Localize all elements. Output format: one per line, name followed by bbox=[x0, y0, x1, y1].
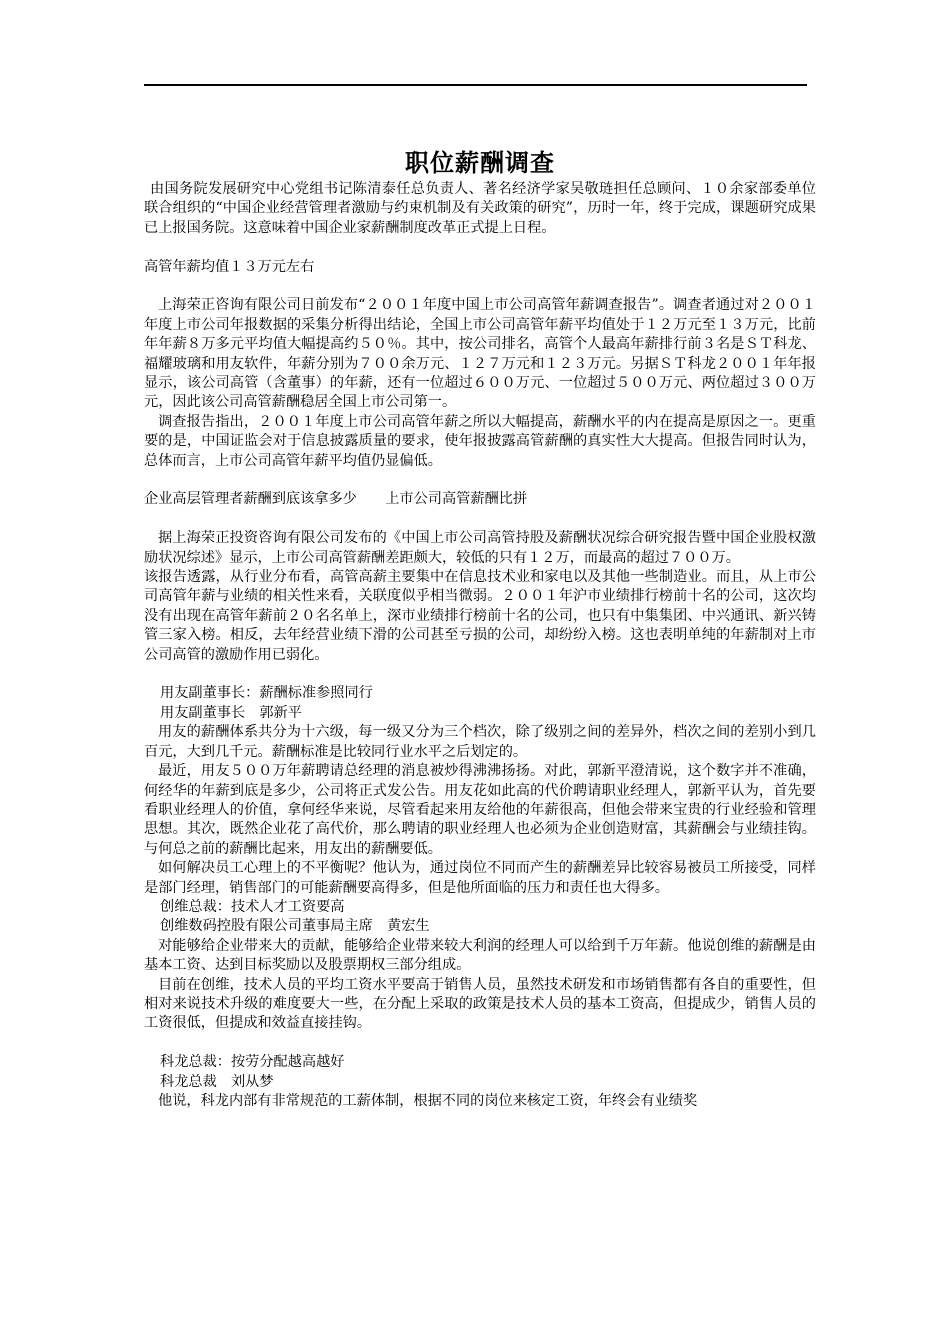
paragraph: 他说，科龙内部有非常规范的工薪体制，根据不同的岗位来核定工资，年终会有业绩奖 bbox=[158, 1093, 698, 1109]
paragraph: 该报告透露，从行业分布看，高管高薪主要集中在信息技术业和家电以及其他一些制造业。而且，从上市公司高管年薪与业绩的相关性来看，关联度似乎相当微弱。２００１年沪市业绩排行榜前十名的公司，这次均没有出现在高管年薪前２０名名单上，深市业绩排行榜前十名的公司，也只有中集集团、中兴通讯、新兴铸管三家入榜。相反，去年经营业绩下滑的公司甚至亏损的公司，却纷纷入榜。这也表明单纯的年薪制对上市公司高管的激励作用已弱化。 bbox=[144, 569, 816, 663]
paragraph: 上海荣正咨询有限公司日前发布“２００１年度中国上市公司高管年薪调查报告”。调查者通过对２００１年度上市公司年报数据的采集分析得出结论，全国上市公司高管年薪平均值处于１２万元至１３万元，比前年年薪８万多元平均值大幅提高约５０％。其中，按公司排名，高管个人最高年薪排行前３名是ＳＴ科龙、福耀玻璃和用友软件，年薪分别为７００余万元、１２７万元和１２３万元。另据ＳＴ科龙２００１年年报显示，该公司高管（含董事）的年薪，还有一位超过６００万元、一位超过５００万元、两位超过３００万元，因此该公司高管薪酬稳居全国上市公司第一。 bbox=[144, 297, 816, 411]
paragraph: 调查报告指出，２００１年度上市公司高管年薪之所以大幅提高，薪酬水平的内在提高是原因之一。更重要的是，中国证监会对于信息披露质量的要求，使年报披露高管薪酬的真实性大大提高。但报告同时认为，总体而言，上市公司高管年薪平均值仍显偏低。 bbox=[144, 413, 816, 469]
section-heading-avg-salary: 高管年薪均值１３万元左右 bbox=[144, 258, 315, 275]
byline-kelon: 科龙总裁 刘从梦 bbox=[160, 1073, 274, 1090]
intro-paragraph: 由国务院发展研究中心党组书记陈清泰任总负责人、著名经济学家吴敬琏担任总顾问、１０余家部委单位联合组织的“中国企业经营管理者激励与约束机制及有关政策的研究”，历时一年，终于完成，课题研究成果已上报国务院。这意味着中国企业家薪酬制度改革正式提上日程。 bbox=[144, 181, 816, 236]
document-title: 职位薪酬调查 bbox=[405, 148, 555, 177]
section-heading-ufida: 用友副董事长：薪酬标准参照同行 bbox=[160, 685, 373, 702]
paragraph: 据上海荣正投资咨询有限公司发布的《中国上市公司高管持股及薪酬状况综合研究报告暨中国企业股权激励状况综述》显示，上市公司高管薪酬差距颇大，较低的只有１２万，而最高的超过７００万。 bbox=[144, 530, 816, 566]
section-heading-skyworth: 创维总裁：技术人才工资要高 bbox=[160, 898, 345, 915]
section-heading-kelon: 科龙总裁：按劳分配越高越好 bbox=[160, 1054, 345, 1071]
byline-ufida: 用友副董事长 郭新平 bbox=[160, 704, 302, 721]
section-heading-exec-pay: 企业高层管理者薪酬到底该拿多少 上市公司高管薪酬比拼 bbox=[144, 491, 528, 508]
paragraph: 目前在创维，技术人员的平均工资水平要高于销售人员，虽然技术研发和市场销售都有各自的重要性，但相对来说技术升级的难度要大一些，在分配上采取的政策是技术人员的基本工资高，但提成少，销售人员的工资很低，但提成和效益直接挂钩。 bbox=[144, 976, 816, 1032]
byline-skyworth: 创维数码控股有限公司董事局主席 黄宏生 bbox=[160, 918, 430, 935]
header-rule bbox=[144, 84, 807, 86]
paragraph: 对能够给企业带来大的贡献，能够给企业带来较大利润的经理人可以给到千万年薪。他说创维的薪酬是由基本工资、达到目标奖励以及股票期权三部分组成。 bbox=[144, 937, 816, 974]
paragraph: 最近，用友５００万年薪聘请总经理的消息被炒得沸沸扬扬。对此，郭新平澄清说，这个数字并不准确，何经华的年薪到底是多少，公司将正式发公告。用友花如此高的代价聘请职业经理人，郭新平认为，首先要看职业经理人的价值，拿何经华来说，尽管看起来用友给他的年薪很高，但他会带来宝贵的行业经验和管理思想。其次，既然企业花了高代价，那么聘请的职业经理人也必须为企业创造财富，其薪酬会与业绩挂钩。与何总之前的薪酬比起来，用友出的薪酬要低。 bbox=[144, 763, 816, 857]
paragraph: 如何解决员工心理上的不平衡呢？他认为，通过岗位不同而产生的薪酬差异比较容易被员工所接受，同样是部门经理，销售部门的可能薪酬要高得多，但是他所面临的压力和责任也大得多。 bbox=[144, 860, 816, 896]
paragraph: 用友的薪酬体系共分为十六级，每一级又分为三个档次，除了级别之间的差异外，档次之间的差别小到几百元，大到几千元。薪酬标准是比较同行业水平之后划定的。 bbox=[144, 724, 816, 760]
document-body bbox=[144, 146, 816, 1111]
